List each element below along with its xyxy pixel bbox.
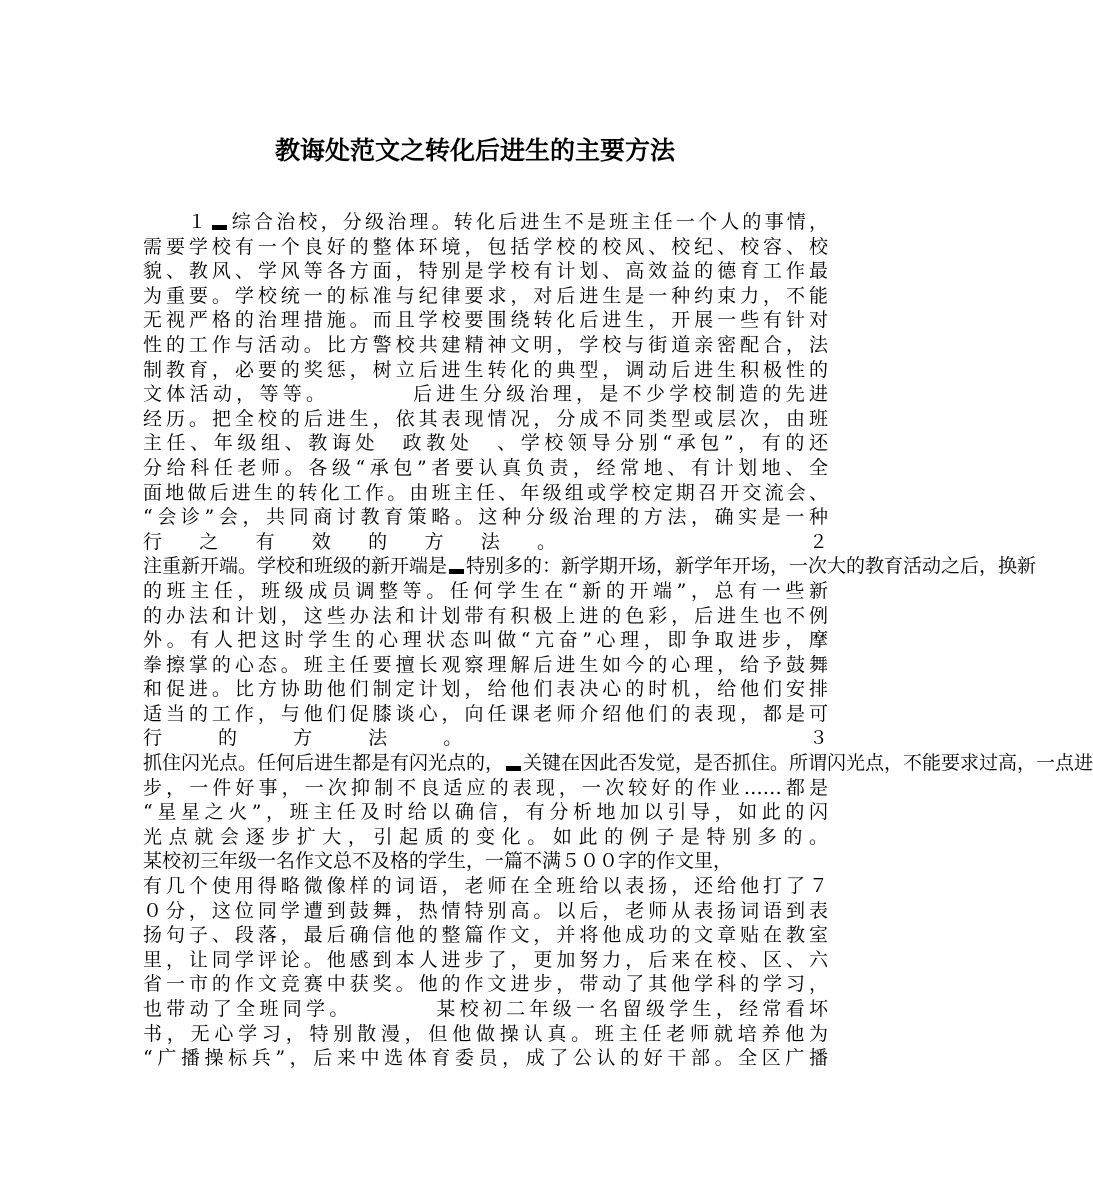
body-line: [143, 210, 828, 235]
line-text: 综合治校，分级治理。转化后进生不是班主任一个人的事情，: [228, 211, 828, 233]
bullet-mark-icon: [506, 766, 521, 771]
body-line: 貌、教风、学风等各方面，特别是学校有计划、高效益的德育工作最: [143, 260, 828, 283]
body-line: 书，无心学习，特别散漫，但他做操认真。班主任老师就培养他为: [143, 1022, 828, 1045]
body-line: [143, 751, 1093, 776]
body-line: 行的方法。 ３: [143, 727, 828, 750]
section-number: 抓住闪光点。任何后进生都是有闪光点的，: [143, 752, 505, 775]
bullet-mark-icon: [212, 225, 227, 230]
body-line: 步，一件好事，一次抑制不良适应的表现，一次较好的作业……都是: [143, 776, 828, 799]
body-line: “会诊”会，共同商讨教育策略。这种分级治理的方法，确实是一种: [143, 506, 828, 529]
line-text: 关键在因此否发觉，是否抓住。所谓闪光点，不能要求过高，一点进: [523, 752, 1093, 775]
body-line: 里，让同学评论。他感到本人进步了，更加努力，后来在校、区、六: [143, 948, 828, 971]
body-line: 制教育，必要的奖惩，树立后进生转化的典型，调动后进生积极性的: [143, 358, 828, 381]
body-line: 无视严格的治理措施。而且学校要围绕转化后进生，开展一些有针对: [143, 309, 828, 332]
body-line: 为重要。学校统一的标准与纪律要求，对后进生是一种约束力，不能: [143, 284, 828, 307]
section-number: １: [143, 211, 210, 233]
body-line: 面地做后进生的转化工作。由班主任、年级组或学校定期召开交流会、: [143, 481, 828, 504]
body-line: “星星之火”，班主任及时给以确信，有分析地加以引导，如此的闪: [143, 801, 828, 824]
body-line: 行之有效的方法。 ２: [143, 530, 828, 553]
body-line: 也带动了全班同学。 某校初二年级一名留级学生，经常看坏: [143, 998, 828, 1020]
body-line: 省一市的作文竞赛中获奖。他的作文进步，带动了其他学科的学习，: [143, 973, 828, 996]
body-line: 主任、年级组、教诲处 政教处 、学校领导分别“承包”，有的还: [143, 432, 828, 455]
body-line: 光点就会逐步扩大，引起质的变化。如此的例子是特别多的。: [143, 825, 828, 848]
bullet-mark-icon: [449, 569, 464, 574]
body-line: 经历。把全校的后进生，依其表现情况，分成不同类型或层次，由班: [143, 407, 828, 430]
document-body: [143, 210, 1093, 1095]
body-line: 的班主任，班级成员调整等。任何学生在“新的开端”，总有一些新: [143, 579, 828, 602]
body-line: 分给科任老师。各级“承包”者要认真负责，经常地、有计划地、全: [143, 456, 828, 479]
body-line: 和促进。比方协助他们制定计划，给他们表决心的时机，给他们安排: [143, 678, 828, 701]
body-line: [143, 1071, 828, 1096]
body-line: 扬句子、段落，最后确信他的整篇作文，并将他成功的文章贴在教室: [143, 924, 828, 947]
body-line: ０分，这位同学遭到鼓舞，热情特别高。以后，老师从表扬词语到表: [143, 899, 828, 922]
body-line: 性的工作与活动。比方警校共建精神文明，学校与街道亲密配合，法: [143, 333, 828, 356]
body-line: 文体活动，等等。 后进生分级治理，是不少学校制造的先进: [143, 383, 828, 406]
body-line: 有几个使用得略微像样的词语，老师在全班给以表扬，还给他打了７: [143, 875, 828, 898]
body-line: 需要学校有一个良好的整体环境，包括学校的校风、校纪、校容、校: [143, 235, 828, 258]
body-line: 某校初三年级一名作文总不及格的学生，一篇不满５００字的作文里，: [143, 850, 733, 873]
body-line: [143, 554, 1037, 579]
line-text: 特别多的：新学期开场，新学年开场，一次大的教育活动之后，换新: [466, 555, 1037, 578]
body-line: 拳擦掌的心态。班主任要擅长观察理解后进生如今的心理，给予鼓舞: [143, 653, 828, 676]
body-line: 外。有人把这时学生的心理状态叫做“亢奋”心理，即争取进步，摩: [143, 629, 828, 652]
section-number: 注重新开端。学校和班级的新开端是: [143, 555, 448, 578]
body-line: 的办法和计划，这些办法和计划带有积极上进的色彩，后进生也不例: [143, 604, 828, 627]
body-line: 适当的工作，与他们促膝谈心，向任课老师介绍他们的表现，都是可: [143, 702, 828, 725]
body-line: “广播操标兵”，后来中选体育委员，成了公认的好干部。全区广播: [143, 1047, 828, 1070]
document-title: 教诲处范文之转化后进生的主要方法: [274, 136, 675, 165]
